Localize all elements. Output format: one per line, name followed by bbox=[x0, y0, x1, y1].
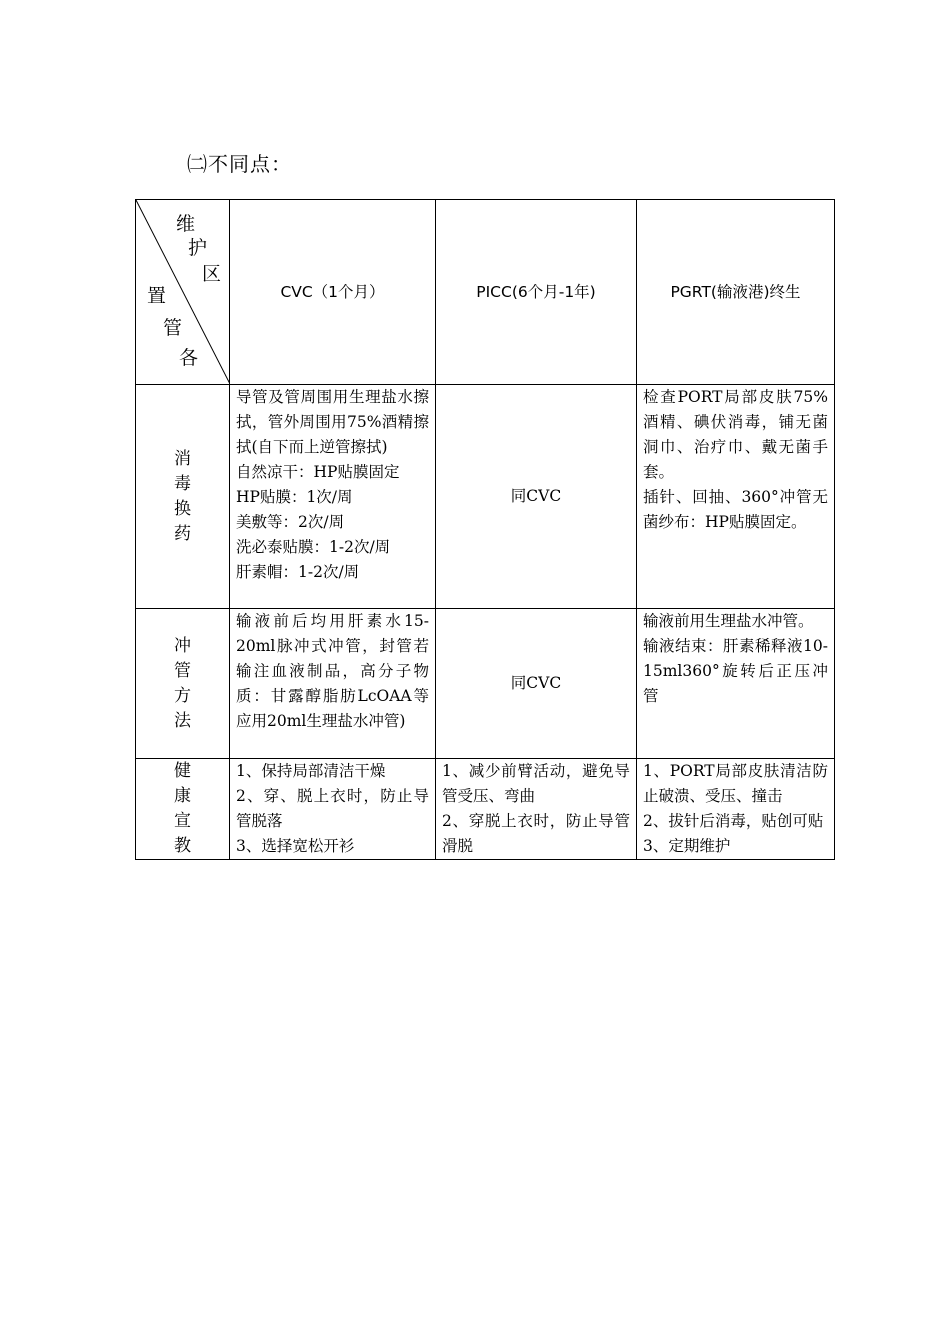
cell-line: 1、PORT局部皮肤清洁防止破溃、受压、撞击 bbox=[643, 762, 828, 805]
table-row bbox=[136, 759, 835, 860]
cell-line: 肝素帽：1-2次/周 bbox=[236, 563, 360, 581]
row-header-education bbox=[136, 759, 230, 860]
cell-line: 1、减少前臂活动，避免导管受压、弯曲 bbox=[442, 762, 630, 805]
column-header-picc: PICC(6个月-1年) bbox=[436, 200, 637, 385]
port-disinfection-cell bbox=[637, 385, 835, 609]
corner-top-char: 维 bbox=[176, 213, 196, 235]
row-header-char: 康 bbox=[174, 786, 191, 806]
row-header-char: 换 bbox=[174, 498, 191, 519]
row-header-disinfection bbox=[136, 385, 230, 609]
cvc-disinfection-cell bbox=[230, 385, 436, 609]
section-heading: ㈡不同点： bbox=[187, 152, 292, 176]
row-header-char: 管 bbox=[174, 660, 191, 681]
table-row bbox=[136, 609, 835, 759]
row-header-char: 消 bbox=[174, 448, 191, 469]
table-header-row bbox=[136, 200, 835, 385]
cell-line: 2、穿、脱上衣时，防止导管脱落 bbox=[236, 787, 429, 830]
row-header-char: 药 bbox=[174, 523, 191, 544]
cell-line: 输液结束：肝素稀释液10-15ml360°旋转后正压冲管 bbox=[643, 637, 828, 705]
cell-line: 3、选择宽松开衫 bbox=[236, 837, 355, 855]
corner-top-char: 区 bbox=[202, 263, 222, 285]
row-header-char: 方 bbox=[174, 685, 191, 706]
corner-header-cell bbox=[136, 200, 230, 385]
cvc-flushing-cell bbox=[230, 609, 436, 759]
corner-bottom-char: 各 bbox=[179, 347, 199, 369]
cell-line: 2、穿脱上衣时，防止导管滑脱 bbox=[442, 812, 630, 855]
row-header-char: 宣 bbox=[174, 811, 191, 831]
cell-line: 美敷等：2次/周 bbox=[236, 513, 345, 531]
row-header-char: 冲 bbox=[174, 635, 191, 656]
row-header-char: 法 bbox=[174, 710, 191, 731]
cell-line: 洗必泰贴膜：1-2次/周 bbox=[236, 538, 391, 556]
row-header-char: 教 bbox=[174, 836, 191, 856]
row-header-flushing bbox=[136, 609, 230, 759]
picc-education-cell bbox=[436, 759, 637, 860]
cell-line: 导管及管周围用生理盐水擦拭，管外周围用75%酒精擦拭(自下而上逆管擦拭) bbox=[236, 388, 429, 456]
port-flushing-cell bbox=[637, 609, 835, 759]
picc-disinfection-cell: 同CVC bbox=[436, 385, 637, 609]
cell-line: 插针、回抽、360°冲管无菌纱布：HP贴膜固定。 bbox=[643, 488, 828, 531]
table-row bbox=[136, 385, 835, 609]
cell-line: 1、保持局部清洁干燥 bbox=[236, 762, 386, 780]
picc-flushing-cell: 同CVC bbox=[436, 609, 637, 759]
cell-line: 输液前后均用肝素水15-20ml脉冲式冲管，封管若输注血液制品，高分子物质：甘露醇脂肪LcOAA等应用20ml生理盐水冲管) bbox=[236, 612, 429, 730]
cell-line: 2、拔针后消毒，贴创可贴 bbox=[643, 812, 824, 830]
corner-bottom-char: 置 bbox=[147, 285, 167, 307]
cell-line: HP贴膜：1次/周 bbox=[236, 488, 353, 506]
cell-line: 自然凉干：HP贴膜固定 bbox=[236, 463, 400, 481]
column-header-cvc: CVC（1个月） bbox=[230, 200, 436, 385]
cell-line: 3、定期维护 bbox=[643, 837, 731, 855]
corner-top-char: 护 bbox=[188, 237, 208, 259]
corner-bottom-char: 管 bbox=[163, 317, 183, 339]
cell-line: 检查PORT局部皮肤75%酒精、碘伏消毒，铺无菌洞巾、治疗巾、戴无菌手套。 bbox=[643, 388, 828, 481]
cvc-education-cell bbox=[230, 759, 436, 860]
row-header-char: 毒 bbox=[174, 473, 191, 494]
column-header-port: PGRT(输液港)终生 bbox=[637, 200, 835, 385]
comparison-table bbox=[135, 199, 835, 860]
cell-line: 输液前用生理盐水冲管。 bbox=[643, 612, 814, 630]
port-education-cell bbox=[637, 759, 835, 860]
row-header-char: 健 bbox=[174, 761, 191, 781]
